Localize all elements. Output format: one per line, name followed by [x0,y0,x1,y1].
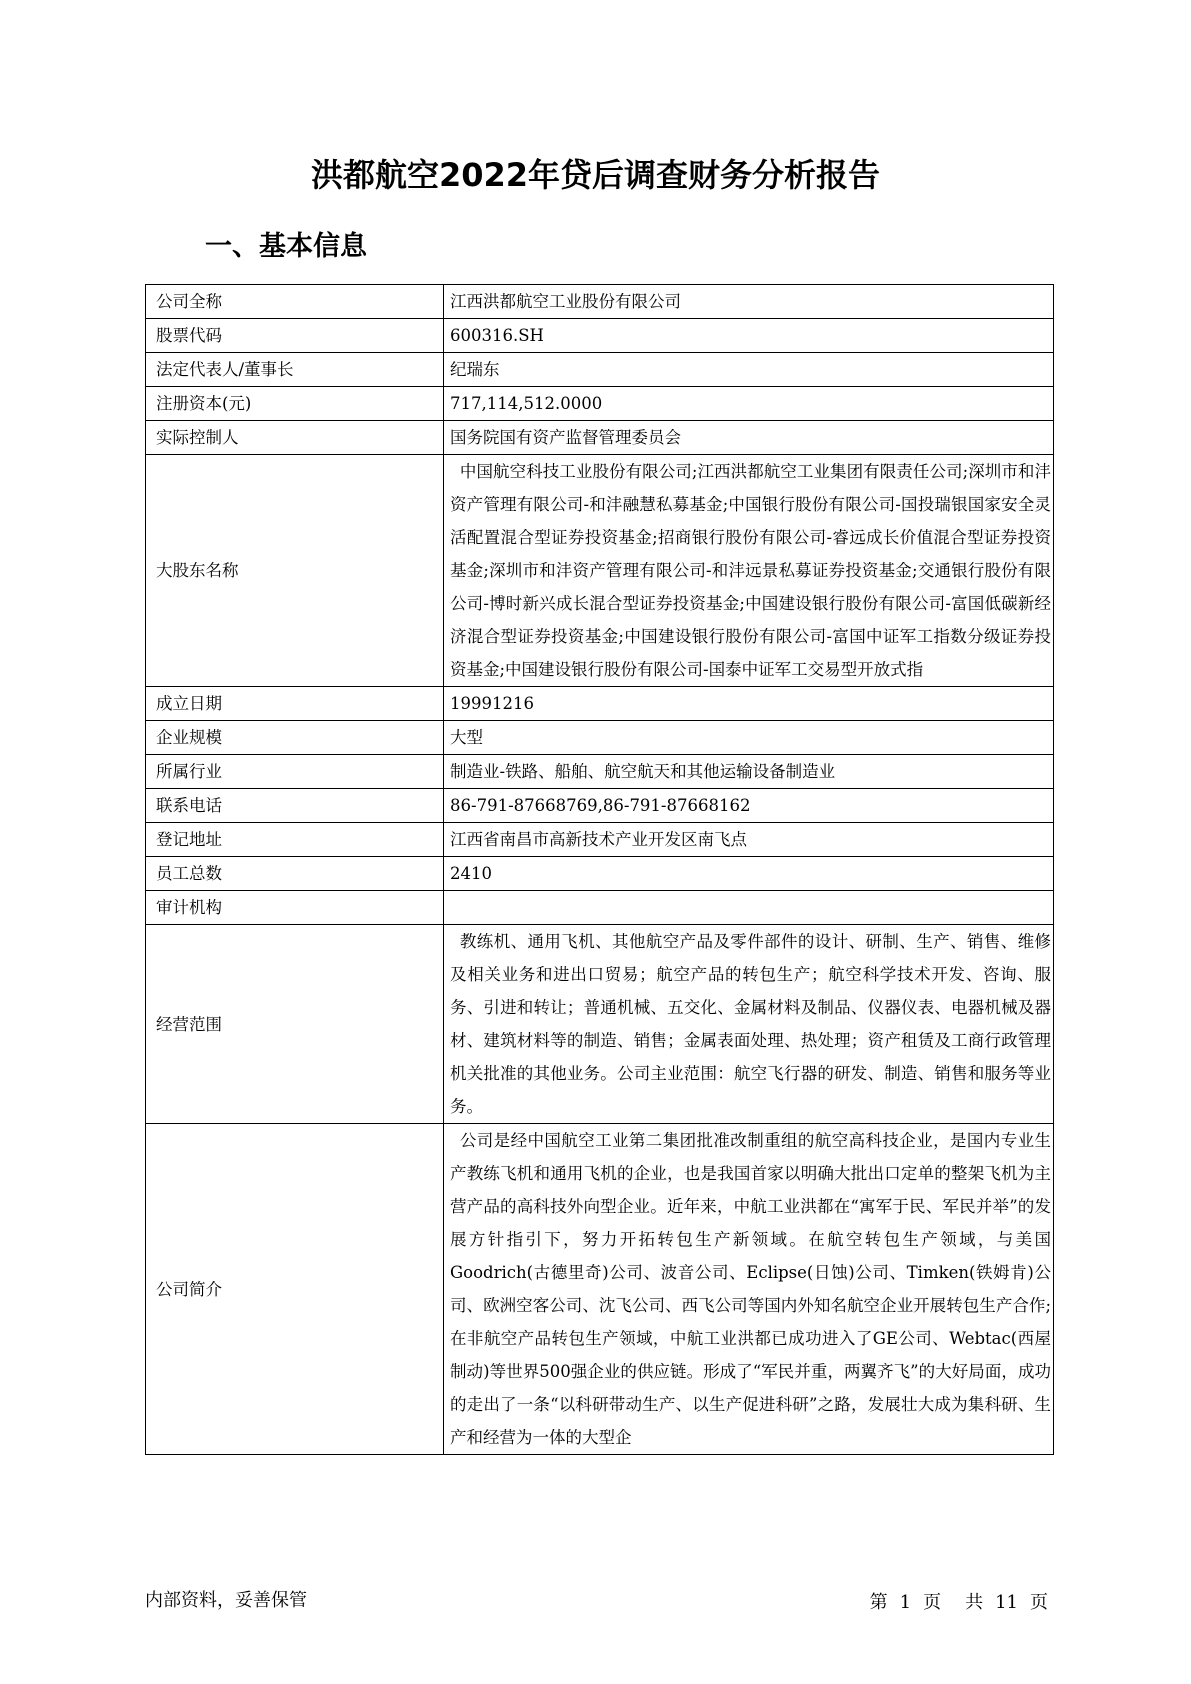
table-row [146,857,1054,891]
total-prefix: 共 [965,1592,984,1613]
section-title: 一、基本信息 [205,231,367,262]
row-value: 制造业-铁路、船舶、航空航天和其他运输设备制造业 [444,755,1054,789]
row-label: 经营范围 [146,925,444,1124]
row-value: 600316.SH [444,319,1054,353]
row-label: 登记地址 [146,823,444,857]
page-suffix: 页 [923,1592,942,1613]
table-row [146,755,1054,789]
row-label: 公司简介 [146,1124,444,1455]
row-value: 2410 [444,857,1054,891]
table-row [146,823,1054,857]
row-label: 审计机构 [146,891,444,925]
row-label: 大股东名称 [146,455,444,687]
table-row [146,387,1054,421]
row-value: 中国航空科技工业股份有限公司;江西洪都航空工业集团有限责任公司;深圳市和沣资产管理有限公司-和沣融慧私募基金;中国银行股份有限公司-国投瑞银国家安全灵活配置混合型证券投资基金;招商银行股份有限公司-睿远成长价值混合型证券投资基金;深圳市和沣资产管理有限公司-和沣远景私募证券投资基金;交通银行股份有限公司-博时新兴成长混合型证券投资基金;中国建设银行股份有限公司-富国低碳新经济混合型证券投资基金;中国建设银行股份有限公司-富国中证军工指数分级证券投资基金;中国建设银行股份有限公司-国泰中证军工交易型开放式指 [444,455,1054,687]
row-label: 注册资本(元) [146,387,444,421]
table-row [146,285,1054,319]
row-value: 国务院国有资产监督管理委员会 [444,421,1054,455]
table-row [146,721,1054,755]
row-value: 19991216 [444,687,1054,721]
row-label: 所属行业 [146,755,444,789]
row-value: 纪瑞东 [444,353,1054,387]
table-row [146,925,1054,1124]
row-value [444,891,1054,925]
row-label: 公司全称 [146,285,444,319]
table-row [146,421,1054,455]
row-label: 成立日期 [146,687,444,721]
row-value: 717,114,512.0000 [444,387,1054,421]
table-row [146,891,1054,925]
page-indicator [864,1588,1054,1614]
row-value: 86-791-87668769,86-791-87668162 [444,789,1054,823]
page-number: 1 [899,1592,912,1613]
table-row [146,353,1054,387]
table-row [146,319,1054,353]
row-value: 大型 [444,721,1054,755]
row-value: 江西洪都航空工业股份有限公司 [444,285,1054,319]
row-value: 公司是经中国航空工业第二集团批准改制重组的航空高科技企业，是国内专业生产教练飞机和通用飞机的企业，也是我国首家以明确大批出口定单的整架飞机为主营产品的高科技外向型企业。近年来，中航工业洪都在“寓军于民、军民并举”的发展方针指引下，努力开拓转包生产新领域。在航空转包生产领域，与美国Goodrich(古德里奇)公司、波音公司、Eclipse(日蚀)公司、Timken(铁姆肯)公司、欧洲空客公司、沈飞公司、西飞公司等国内外知名航空企业开展转包生产合作;在非航空产品转包生产领域，中航工业洪都已成功进入了GE公司、Webtac(西屋制动)等世界500强企业的供应链。形成了“军民并重，两翼齐飞”的大好局面，成功的走出了一条“以科研带动生产、以生产促进科研”之路，发展壮大成为集科研、生产和经营为一体的大型企 [444,1124,1054,1455]
row-label: 联系电话 [146,789,444,823]
document-title: 洪都航空2022年贷后调查财务分析报告 [310,156,881,194]
row-label: 实际控制人 [146,421,444,455]
table-row [146,687,1054,721]
row-label: 企业规模 [146,721,444,755]
row-label: 法定代表人/董事长 [146,353,444,387]
page-prefix: 第 [869,1592,888,1613]
row-value: 江西省南昌市高新技术产业开发区南飞点 [444,823,1054,857]
table-row [146,1124,1054,1455]
row-label: 员工总数 [146,857,444,891]
total-pages: 11 [995,1592,1018,1613]
total-suffix: 页 [1030,1592,1048,1613]
row-label: 股票代码 [146,319,444,353]
row-value: 教练机、通用飞机、其他航空产品及零件部件的设计、研制、生产、销售、维修及相关业务和进出口贸易；航空产品的转包生产；航空科学技术开发、咨询、服务、引进和转让；普通机械、五交化、金属材料及制品、仪器仪表、电器机械及器材、建筑材料等的制造、销售；金属表面处理、热处理；资产租赁及工商行政管理机关批准的其他业务。公司主业范围：航空飞行器的研发、制造、销售和服务等业务。 [444,925,1054,1124]
confidential-note: 内部资料，妥善保管 [145,1590,307,1611]
table-row [146,455,1054,687]
basic-info-table [145,284,1054,1455]
table-row [146,789,1054,823]
